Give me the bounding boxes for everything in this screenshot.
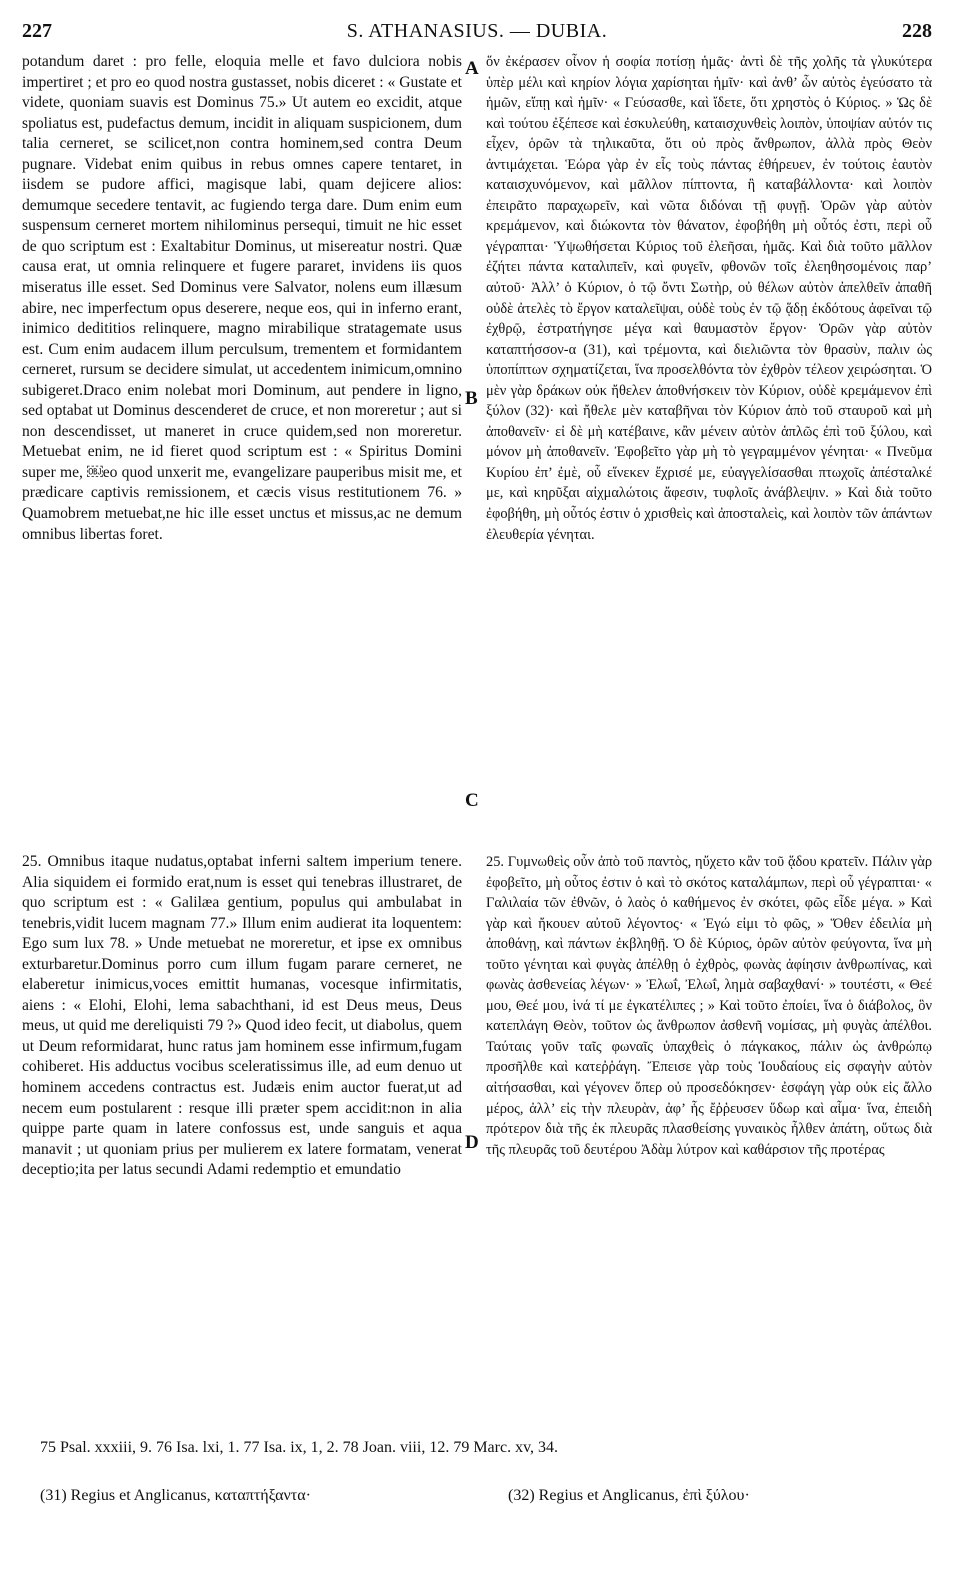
margin-marker-d: D [465, 1132, 479, 1153]
page-header [22, 20, 932, 46]
page-number-right: 228 [902, 20, 932, 42]
footnote-32: (32) Regius et Anglicanus, ἐπὶ ξύλου· [508, 1487, 750, 1504]
page-number-left: 227 [22, 20, 52, 42]
greek-column-top [486, 52, 932, 545]
footnote-31: (31) Regius et Anglicanus, καταπτήξαντα· [40, 1487, 311, 1504]
footnote-references: 75 Psal. xxxiii, 9. 76 Isa. lxi, 1. 77 Isa. ix, 1, 2. 78 Joan. viii, 12. 79 Marc. xv, 34. [40, 1439, 559, 1456]
latin-paragraph-1: potandum daret : pro felle, eloquia melle et favo dulciora nobis impertiret ; et pro eo quod nostra gustasset, nobis diceret : « Gustate et videte, quoniam suavis est Dominus 75.» Ut autem eo excidit, atque spoliatus est, pudefactus demum, incidit in aliquam suspicionem, dum talia cerneret, se scilicet,non contra hominem,sed contra Deum pugnare. Videbat enim quibus in rebus omnes capere tentaret, in iisdem se pudore affici, magisque labi, quam dejicere alios: demumque secedere tentavit, ac fugiendo terga dare. Dum enim eum suspensum cerneret mortem nihilominus persequi, timuit ne hic esset de quo scriptum est : Exaltabitur Dominus, ut misereatur nostri. Quæ causa erat, ut omnia relinquere et fugere pararet, invidens iis quos miseratus ille esset. Sed Dominus vere Salvator, nolens eum illæsum abire, nec imperfectum opus deserere, neque eos, qui in inferno erant, inimico dedititios relinquere, magno mirabilique stratagemate usus est. Cum enim audacem illum perculsum, trementem et formidantem cerneret, rursum se decidere simulat, ut accedentem inimicum,omnino subigeret.Draco enim nolebat mori Dominum, aut pendere in ligno, sed optabat ut Dominus descenderet de cruce, et non moreretur ; aut si non descendisset, ut maneret in cruce quidem,sed non moreretur. Metuebat enim, ne id fieret quod scriptum est : « Spiritus Domini super me, ￼eo quod unxerit me, evangelizare pauperibus misit me, et prædicare captivis remissionem, et cæcis visus restitutionem 76. » Quamobrem metuebat,ne hic ille esset unctus et missus,ac ne demum omnibus libertas foret. [22, 53, 462, 543]
running-title: S. ATHANASIUS. — DUBIA. [346, 20, 608, 42]
margin-marker-a: A [465, 58, 479, 79]
margin-marker-b: B [465, 388, 478, 409]
greek-paragraph-2: 25. Γυμνωθεὶς οὖν ἀπὸ τοῦ παντὸς, ηὔχετο κἂν τοῦ ᾅδου κρατεῖν. Πάλιν γὰρ ἐφοβεῖτο, μὴ οὗτος ἐστιν ὁ καὶ τὸ σκότος καταλάμπων, περὶ οὗ γέγραπται· « Γαλιλαία τῶν ἐθνῶν, ὁ λαὸς ὁ καθήμενος ἐν σκότει, φῶς εἶδε μέγα. » Καὶ γὰρ καὶ ἤκουεν αὐτοῦ λέγοντος· « Ἐγώ εἰμι τὸ φῶς, » Ὅθεν ἐδειλία μὴ ἀποθάνῃ, καὶ πάντων ἐκβληθῇ. Ὁ δὲ Κύριος, ὁρῶν αὐτὸν φεύγοντα, ἵνα μὴ τοῦτο γένηται καὶ φυγὰς ἀπέλθῃ ὁ ἐχθρὸς, φωνὰς ἀφίησιν ἀνθρωπίνας, καὶ φωνὰς ἀσθενείας λέγων· » Ἐλωΐ, Ἐλωΐ, λημὰ σαβαχθανί· » τουτέστι, « Θεέ μου, Θεέ μου, ἱνά τί με ἐγκατέλιπες ; » Καὶ τοῦτο ἐποίει, ἵνα ὁ διάβολος, ὃν κατεπλάγη Θεὸν, τοῦτον ὡς ἄνθρωπον ἀσθενῆ νομίσας, μὴ φυγὰς ἀπέλθοι. Ταύταις γοῦν ταῖς φωναῖς ὑπαχθεὶς ὁ πάγκακος, πάλιν ὡς ἀνθρώπῳ προσῆλθε καὶ κατεῤῥάγη. Ἔπεισε γὰρ τοὺς Ἰουδαίους εἰς σφαγὴν αὐτὸν αἰτήσασθαι, καὶ γέγονεν ὅπερ οὐ προσεδόκησεν· ἐσφάγη γὰρ οὐκ εἰς ἄλλο μέρος, ἀλλ’ εἰς τὴν πλευρὰν, ἀφ’ ἧς ἔῤῥευσεν ὕδωρ καὶ αἷμα· ἵνα, ἐπειδὴ πρότερον διὰ τῆς ἐκ πλευρᾶς πλασθείσης γυναικὸς ἦλθεν ἀπάτη, οὕτως διὰ τῆς πλευρᾶς τοῦ δευτέρου Ἀδὰμ λύτρον καὶ καθάρσιον τῆς προτέρας [486, 854, 932, 1158]
latin-paragraph-2: 25. Omnibus itaque nudatus,optabat inferni saltem imperium tenere. Alia siquidem ei formido erat,num is esset qui tenebras illustraret, de quo scriptum est : « Galilæa gentium, populus qui ambulabat in tenebris,vidit lucem magnam 77.» Illum enim audierat ita loquentem: Ego sum lux 78. » Unde metuebat ne moreretur, et ipse ex omnibus exturbaretur.Dominus porro cum illum fugam parare cerneret, ne elaberetur inimicus,voces emittit humanas, vocesque infirmitatis, aiens : « Elohi, Elohi, lema sabachthani, id est Deus meus, Deus meus, ut quid me dereliquisti 79 ?» Quod ideo fecit, ut diabolus, quem ut Deum reformidarat, hunc ratus jam hominem esse infirmum,fugam cohiberet. His adductus vocibus sceleratissimus ille, ad eum denuo ut hominem accedens contractus est. Judæis enim auctor fuerat,ut ad necem eum postularent : resque illi præter spem accidit:non in alia quippe parte quam in latere confossus est, unde sanguis et aqua manavit ; ut quoniam prius per mulierem ex latere formatam, venerat deceptio;ita per latus secundi Adami redemptio et emundatio [22, 853, 462, 1179]
greek-paragraph-1: ὅν ἐκέρασεν οἶνον ἡ σοφία ποτίσῃ ἡμᾶς· ἀντὶ δὲ τῆς χολῆς τὰ γλυκύτερα ὑπὲρ μέλι καὶ κηρίον λόγια χαρίσηται ἡμῖν· καὶ ἀνθ’ ὧν αὐτὸς ἐγεύσατο τὰ ἡμῶν, εἴπῃ καὶ ἡμῖν· « Γεύσασθε, καὶ ἴδετε, ὅτι χρηστὸς ὁ Κύριος. » Ὡς δὲ καὶ τούτου ἐξέπεσε καὶ ἐσκυλεύθη, καταισχυνθεὶς λοιπὸν, ὑποψίαν αὐτόν τις εἶχεν, ὁρῶν τὰ τηλικαῦτα, ὅτι οὐ πρὸς ἄνθρωπον, ἀλλὰ πρὸς Θεὸν ἀντιμάχεται. Ἑώρα γὰρ ἐν εἷς τοὺς πάντας ἐθήρευεν, ἐν τούτοις ἑαυτὸν καταισχυνόμενον, καὶ μᾶλλον πίπτοντα, ἢ καταβάλλοντα· καὶ λοιπὸν ἐπειρᾶτο παραχωρεῖν, καὶ νῶτα διδόναι τῇ φυγῇ. Ὁρῶν γὰρ αὐτὸν κρεμάμενον, καὶ διώκοντα τὸν θάνατον, ἐφοβήθη μὴ οὗτός ἐστι, περὶ οὗ γέγραπται· Ὑψωθήσεται Κύριος τοῦ ἐλεῆσαι, ἡμᾶς. Καὶ διὰ τοῦτο μᾶλλον ἐζήτει πάντα καταλιπεῖν, καὶ φυγεῖν, φθονῶν τοῖς ἐλεηθησομένοις παρ’ αὐτοῦ· Ἀλλ’ ὁ Κύριον, ὁ τῷ ὄντι Σωτὴρ, οὐ θέλων αὐτὸν ἀπελθεῖν ἀπαθῆ οὐδὲ ἀτελὲς τὸ ἔργον καταλεῖψαι, οὐδὲ τοὺς ἐν τῷ ᾅδῃ ἐκδότους ἀφεῖναι τῷ ἐχθρῷ, ἐστρατήγησε μέγα καὶ θαυμαστὸν ἔργον· Ὁρῶν γὰρ αὐτὸν καταπτήσσον-α (31), καὶ τρέμοντα, καὶ διελιῶντα τὸν θρασὺν, παλιν ὡς ὑποπίπτων σχηματίζεται, ἵνα προσελθόντα τὸν ἐχθρὸν τέλεον χειρώσηται. Ὁ μὲν γὰρ δράκων οὐκ ἤθελεν ἀποθνήσκειν τὸν Κύριον, οὐδὲ κρεμάμενον ἐπὶ ξύλον (32)· καὶ ἤθελε μὲν καταβῆναι τὸν Κύριον ἀπὸ τοῦ σταυροῦ καὶ μὴ ἀποθανεῖν· εἰ δὲ μὴ κατέβαινε, κἂν μένειν αὐτὸν ἁπλῶς ἐπὶ τοῦ ξύλου, καὶ μόνον μὴ ἀποθανεῖν. Ἐφοβεῖτο γὰρ μὴ τὸ γεγραμμένον γένηται· « Πνεῦμα Κυρίου ἐπ’ ἐμὲ, οὗ εἵνεκεν ἔχρισέ με, εὐαγγελίσασθαι πτωχοῖς ἀπέσταλκέ με, καὶ κηρῦξαι αἰχμαλώτοις ἄφεσιν, τυφλοῖς ἀνάβλεψιν. » Καὶ διὰ τοῦτο ἐφοβήθη, μὴ οὗτός ἐστιν ὁ χρισθεὶς καὶ ἀποσταλεὶς, καὶ λοιπὸν τῶν ἁπάντων ἐλευθερία γένηται. [486, 54, 932, 543]
margin-marker-c: C [465, 790, 479, 811]
greek-column-bottom [486, 852, 932, 1160]
latin-column-top [22, 52, 462, 545]
latin-column-bottom [22, 852, 462, 1181]
